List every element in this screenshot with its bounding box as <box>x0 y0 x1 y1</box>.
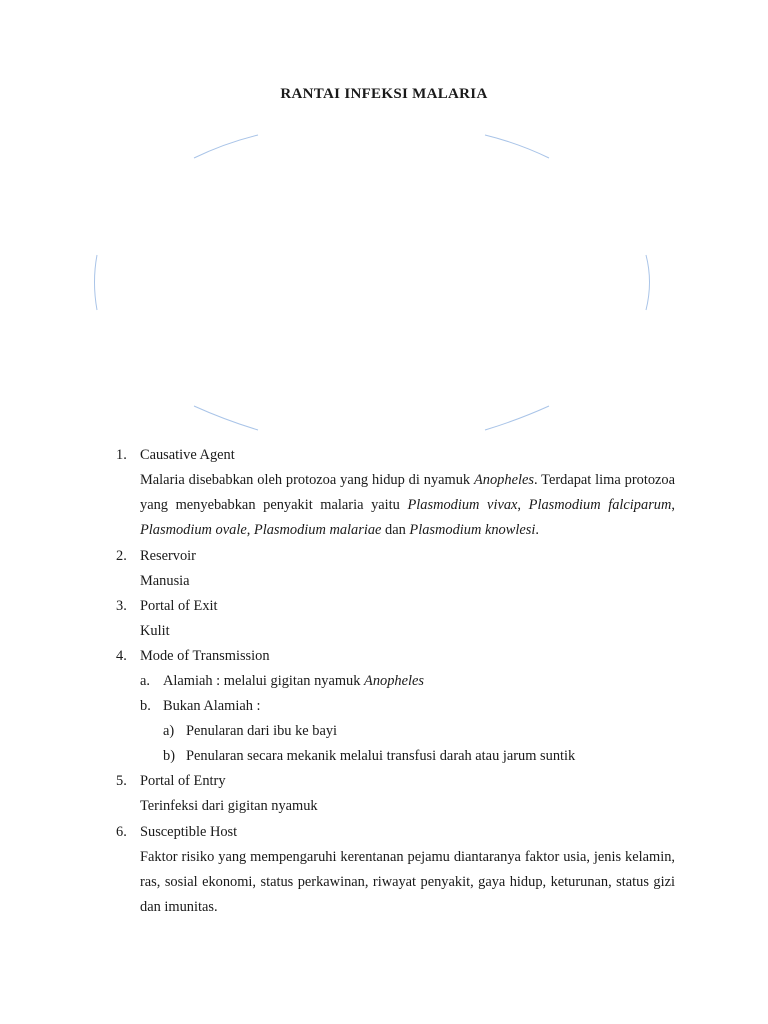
sublist-marker: a. <box>140 673 150 689</box>
causative-agent-paragraph: Malaria disebabkan oleh protozoa yang hidup di nyamuk Anopheles. Terdapat lima protozoa yang menyebabkan penyakit malaria yaitu Plasmodium vivax, Plasmodium falciparum, Plasmodium ovale, Plasmodium malariae dan Plasmodium knowlesi. <box>140 472 675 538</box>
infection-chain-diagram <box>0 0 768 440</box>
list-detail: Kulit <box>140 623 170 639</box>
sublist-text: Alamiah : melalui gigitan nyamuk Anopheles <box>163 673 424 689</box>
list-detail: Terinfeksi dari gigitan nyamuk <box>140 798 318 814</box>
nested-sublist-marker: b) <box>163 748 175 764</box>
nested-sublist-marker: a) <box>163 723 175 739</box>
list-heading: Reservoir <box>140 548 196 564</box>
list-heading: Causative Agent <box>140 447 235 463</box>
diagram-arc-left <box>95 255 98 310</box>
sublist-marker: b. <box>140 698 151 714</box>
list-heading: Susceptible Host <box>140 824 238 840</box>
list-number: 5. <box>116 773 127 789</box>
document-title: RANTAI INFEKSI MALARIA <box>280 86 488 102</box>
diagram-arc-bottom-left <box>194 406 258 430</box>
list-detail: Manusia <box>140 573 190 589</box>
diagram-arc-right <box>646 255 650 310</box>
susceptible-host-paragraph: Faktor risiko yang mempengaruhi kerentanan pejamu diantaranya faktor usia, jenis kelamin, ras, sosial ekonomi, status perkawinan, riwayat penyakit, gaya hidup, keturunan, status gizi dan imunitas. <box>140 849 675 915</box>
list-heading: Mode of Transmission <box>140 648 270 664</box>
diagram-arc-top-left <box>194 135 258 158</box>
list-number: 3. <box>116 598 127 614</box>
list-number: 1. <box>116 447 127 463</box>
list-number: 6. <box>116 824 127 840</box>
sublist-text: Bukan Alamiah : <box>163 698 261 714</box>
list-number: 2. <box>116 548 127 564</box>
list-heading: Portal of Exit <box>140 598 218 614</box>
list-number: 4. <box>116 648 127 664</box>
nested-sublist-text: Penularan secara mekanik melalui transfusi darah atau jarum suntik <box>186 748 576 764</box>
list-heading: Portal of Entry <box>140 773 226 789</box>
diagram-arc-bottom-right <box>485 406 549 430</box>
diagram-arc-top-right <box>485 135 549 158</box>
nested-sublist-text: Penularan dari ibu ke bayi <box>186 723 338 739</box>
